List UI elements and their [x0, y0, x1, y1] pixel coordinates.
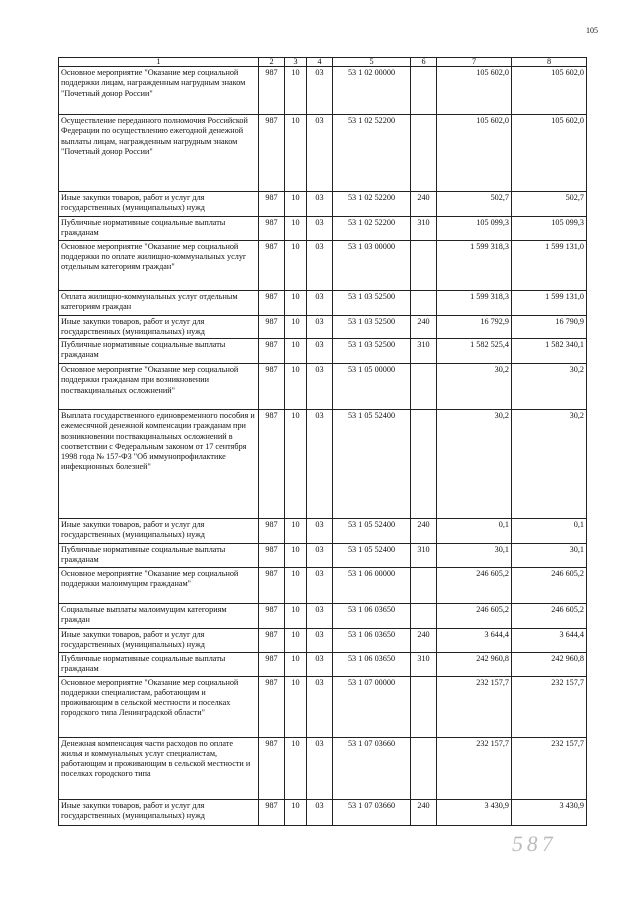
cell-target: 53 1 03 52500: [333, 339, 411, 364]
cell-type: [411, 737, 437, 799]
row-name: Основное мероприятие "Оказание мер социальной поддержки малоимущим гражданам": [59, 567, 259, 603]
cell-section: 10: [285, 652, 307, 676]
cell-subsection: 03: [307, 628, 333, 652]
cell-type: [411, 115, 437, 192]
cell-target: 53 1 05 52400: [333, 519, 411, 544]
cell-type: [411, 240, 437, 290]
cell-section: 10: [285, 737, 307, 799]
cell-target: 53 1 05 00000: [333, 364, 411, 410]
page-number: 105: [586, 26, 598, 35]
cell-target: 53 1 02 52200: [333, 115, 411, 192]
cell-ministry: 987: [259, 652, 285, 676]
cell-amount-2: 1 582 340,1: [512, 339, 587, 364]
cell-amount-1: 30,2: [437, 410, 512, 519]
cell-subsection: 03: [307, 737, 333, 799]
cell-section: 10: [285, 410, 307, 519]
cell-amount-2: 105 602,0: [512, 115, 587, 192]
column-header: 7: [437, 58, 512, 67]
cell-section: 10: [285, 290, 307, 315]
cell-amount-2: 105 099,3: [512, 217, 587, 241]
cell-amount-2: 30,1: [512, 544, 587, 568]
cell-type: 240: [411, 628, 437, 652]
cell-type: [411, 676, 437, 737]
cell-amount-2: 1 599 131,0: [512, 290, 587, 315]
cell-subsection: 03: [307, 799, 333, 825]
cell-ministry: 987: [259, 339, 285, 364]
cell-type: 240: [411, 192, 437, 217]
row-name: Основное мероприятие "Оказание мер социальной поддержки лицам, награжденным нагрудным знаком "Почетный донор России": [59, 67, 259, 115]
cell-section: 10: [285, 217, 307, 241]
cell-amount-1: 105 602,0: [437, 67, 512, 115]
cell-ministry: 987: [259, 567, 285, 603]
cell-amount-1: 16 792,9: [437, 315, 512, 339]
cell-section: 10: [285, 67, 307, 115]
cell-amount-1: 502,7: [437, 192, 512, 217]
cell-target: 53 1 03 52500: [333, 315, 411, 339]
row-name: Основное мероприятие "Оказание мер социальной поддержки специалистам, работающим и проживающим в сельской местности и поселках городского типа Ленинградской области": [59, 676, 259, 737]
table-row: [59, 652, 587, 676]
table-row: [59, 737, 587, 799]
cell-section: 10: [285, 364, 307, 410]
cell-target: 53 1 06 03650: [333, 603, 411, 628]
table-row: [59, 240, 587, 290]
cell-ministry: 987: [259, 240, 285, 290]
cell-ministry: 987: [259, 676, 285, 737]
cell-ministry: 987: [259, 115, 285, 192]
cell-subsection: 03: [307, 603, 333, 628]
cell-subsection: 03: [307, 217, 333, 241]
cell-subsection: 03: [307, 652, 333, 676]
column-header: 6: [411, 58, 437, 67]
cell-amount-1: 3 644,4: [437, 628, 512, 652]
row-name: Публичные нормативные социальные выплаты гражданам: [59, 544, 259, 568]
cell-amount-2: 1 599 131,0: [512, 240, 587, 290]
cell-section: 10: [285, 315, 307, 339]
row-name: Основное мероприятие "Оказание мер социальной поддержки гражданам при возникновении поствакцинальных осложнений": [59, 364, 259, 410]
cell-section: 10: [285, 799, 307, 825]
cell-type: [411, 567, 437, 603]
cell-target: 53 1 03 52500: [333, 290, 411, 315]
cell-ministry: 987: [259, 67, 285, 115]
cell-type: 240: [411, 519, 437, 544]
cell-type: 240: [411, 799, 437, 825]
cell-amount-2: 16 790,9: [512, 315, 587, 339]
cell-ministry: 987: [259, 799, 285, 825]
cell-target: 53 1 05 52400: [333, 410, 411, 519]
cell-amount-1: 232 157,7: [437, 737, 512, 799]
cell-amount-2: 246 605,2: [512, 603, 587, 628]
row-name: Иные закупки товаров, работ и услуг для государственных (муниципальных) нужд: [59, 628, 259, 652]
cell-ministry: 987: [259, 192, 285, 217]
cell-target: 53 1 07 03660: [333, 799, 411, 825]
cell-subsection: 03: [307, 567, 333, 603]
cell-amount-2: 30,2: [512, 410, 587, 519]
cell-subsection: 03: [307, 519, 333, 544]
cell-amount-1: 1 599 318,3: [437, 240, 512, 290]
cell-type: 310: [411, 339, 437, 364]
cell-target: 53 1 07 00000: [333, 676, 411, 737]
row-name: Оплата жилищно-коммунальных услуг отдельным категориям граждан: [59, 290, 259, 315]
row-name: Социальные выплаты малоимущим категориям граждан: [59, 603, 259, 628]
cell-amount-1: 246 605,2: [437, 567, 512, 603]
cell-ministry: 987: [259, 628, 285, 652]
cell-subsection: 03: [307, 676, 333, 737]
cell-section: 10: [285, 339, 307, 364]
cell-ministry: 987: [259, 737, 285, 799]
cell-target: 53 1 03 00000: [333, 240, 411, 290]
cell-amount-2: 0,1: [512, 519, 587, 544]
cell-amount-1: 105 602,0: [437, 115, 512, 192]
cell-section: 10: [285, 676, 307, 737]
row-name: Иные закупки товаров, работ и услуг для государственных (муниципальных) нужд: [59, 519, 259, 544]
cell-amount-1: 246 605,2: [437, 603, 512, 628]
row-name: Осуществление переданного полномочия Российской Федерации по осуществлению ежегодной денежной выплаты лицам, награжденным нагрудным знаком "Почетный донор России": [59, 115, 259, 192]
column-header: 4: [307, 58, 333, 67]
cell-target: 53 1 07 03660: [333, 737, 411, 799]
column-header: 2: [259, 58, 285, 67]
cell-type: 310: [411, 652, 437, 676]
cell-type: 240: [411, 315, 437, 339]
table-row: [59, 567, 587, 603]
table-header-row: [59, 58, 587, 67]
cell-subsection: 03: [307, 544, 333, 568]
column-header: 1: [59, 58, 259, 67]
row-name: Иные закупки товаров, работ и услуг для государственных (муниципальных) нужд: [59, 799, 259, 825]
cell-section: 10: [285, 192, 307, 217]
table-row: [59, 519, 587, 544]
cell-subsection: 03: [307, 67, 333, 115]
cell-amount-2: 502,7: [512, 192, 587, 217]
cell-amount-2: 30,2: [512, 364, 587, 410]
cell-ministry: 987: [259, 364, 285, 410]
cell-type: [411, 290, 437, 315]
cell-target: 53 1 02 52200: [333, 217, 411, 241]
cell-amount-2: 3 644,4: [512, 628, 587, 652]
table-row: [59, 410, 587, 519]
cell-ministry: 987: [259, 290, 285, 315]
cell-type: 310: [411, 217, 437, 241]
cell-amount-2: 246 605,2: [512, 567, 587, 603]
cell-amount-1: 1 599 318,3: [437, 290, 512, 315]
cell-type: 310: [411, 544, 437, 568]
column-header: 5: [333, 58, 411, 67]
table-row: [59, 603, 587, 628]
table-row: [59, 192, 587, 217]
row-name: Иные закупки товаров, работ и услуг для государственных (муниципальных) нужд: [59, 192, 259, 217]
row-name: Иные закупки товаров, работ и услуг для государственных (муниципальных) нужд: [59, 315, 259, 339]
cell-subsection: 03: [307, 315, 333, 339]
cell-amount-2: 105 602,0: [512, 67, 587, 115]
cell-target: 53 1 06 00000: [333, 567, 411, 603]
table-row: [59, 544, 587, 568]
cell-type: [411, 364, 437, 410]
cell-amount-1: 1 582 525,4: [437, 339, 512, 364]
cell-subsection: 03: [307, 240, 333, 290]
table-row: [59, 339, 587, 364]
cell-section: 10: [285, 544, 307, 568]
table-row: [59, 217, 587, 241]
cell-ministry: 987: [259, 410, 285, 519]
cell-ministry: 987: [259, 603, 285, 628]
cell-amount-2: 232 157,7: [512, 737, 587, 799]
cell-amount-1: 242 960,8: [437, 652, 512, 676]
table-row: [59, 67, 587, 115]
row-name: Публичные нормативные социальные выплаты гражданам: [59, 217, 259, 241]
row-name: Выплата государственного единовременного пособия и ежемесячной денежной компенсации гражданам при возникновении поствакцинальных осложнений в соответствии с Федеральным законом от 17 сентября 1998 года № 157-ФЗ "Об иммунопрофилактике инфекционных болезней": [59, 410, 259, 519]
column-header: 3: [285, 58, 307, 67]
table-row: [59, 364, 587, 410]
cell-amount-2: 3 430,9: [512, 799, 587, 825]
budget-table: [58, 57, 587, 826]
cell-type: [411, 67, 437, 115]
cell-target: 53 1 02 00000: [333, 67, 411, 115]
cell-subsection: 03: [307, 290, 333, 315]
cell-amount-1: 105 099,3: [437, 217, 512, 241]
cell-target: 53 1 02 52200: [333, 192, 411, 217]
cell-target: 53 1 06 03650: [333, 652, 411, 676]
cell-ministry: 987: [259, 315, 285, 339]
table-row: [59, 315, 587, 339]
cell-section: 10: [285, 519, 307, 544]
cell-type: [411, 603, 437, 628]
cell-section: 10: [285, 567, 307, 603]
cell-subsection: 03: [307, 192, 333, 217]
table-row: [59, 799, 587, 825]
cell-section: 10: [285, 628, 307, 652]
cell-target: 53 1 06 03650: [333, 628, 411, 652]
cell-ministry: 987: [259, 217, 285, 241]
cell-ministry: 987: [259, 519, 285, 544]
cell-amount-1: 232 157,7: [437, 676, 512, 737]
cell-amount-1: 30,2: [437, 364, 512, 410]
cell-section: 10: [285, 240, 307, 290]
row-name: Основное мероприятие "Оказание мер социальной поддержки по оплате жилищно-коммунальных услуг отдельным категориям граждан": [59, 240, 259, 290]
table-row: [59, 628, 587, 652]
stamp-number: 587: [510, 831, 559, 856]
cell-subsection: 03: [307, 410, 333, 519]
column-header: 8: [512, 58, 587, 67]
cell-target: 53 1 05 52400: [333, 544, 411, 568]
cell-section: 10: [285, 115, 307, 192]
table-row: [59, 290, 587, 315]
row-name: Денежная компенсация части расходов по оплате жилья и коммунальных услуг специалистам, работающим и проживающим в сельской местности и поселках городского типа: [59, 737, 259, 799]
cell-section: 10: [285, 603, 307, 628]
table-row: [59, 115, 587, 192]
cell-amount-1: 0,1: [437, 519, 512, 544]
cell-subsection: 03: [307, 115, 333, 192]
cell-amount-1: 30,1: [437, 544, 512, 568]
row-name: Публичные нормативные социальные выплаты гражданам: [59, 652, 259, 676]
row-name: Публичные нормативные социальные выплаты гражданам: [59, 339, 259, 364]
cell-amount-2: 242 960,8: [512, 652, 587, 676]
cell-subsection: 03: [307, 339, 333, 364]
cell-subsection: 03: [307, 364, 333, 410]
cell-amount-2: 232 157,7: [512, 676, 587, 737]
cell-amount-1: 3 430,9: [437, 799, 512, 825]
cell-ministry: 987: [259, 544, 285, 568]
cell-type: [411, 410, 437, 519]
table-row: [59, 676, 587, 737]
